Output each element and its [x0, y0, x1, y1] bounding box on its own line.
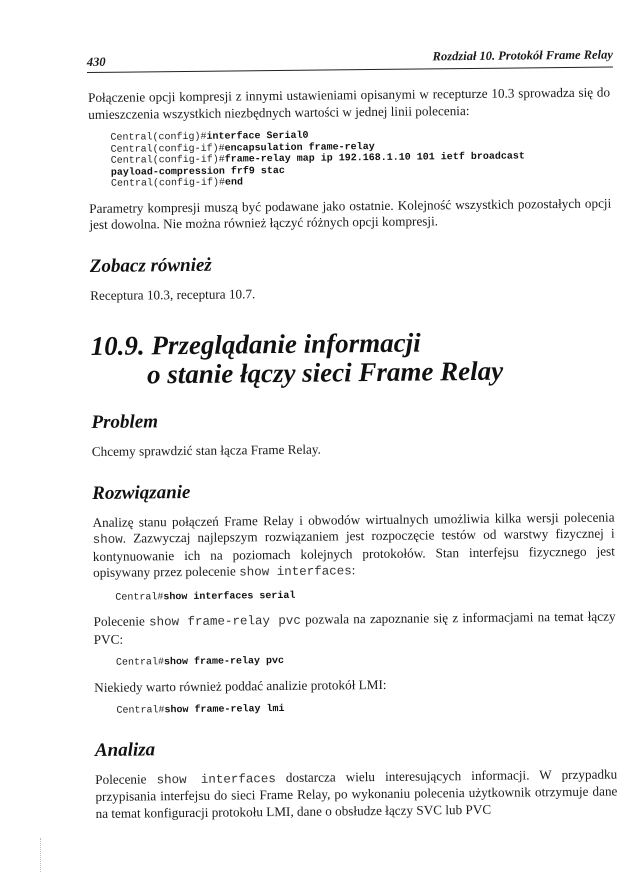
- show-pvc-code: Central#show frame-relay pvc: [115, 655, 285, 669]
- see-also-text: Receptura 10.3, receptura 10.7.: [90, 285, 256, 303]
- code-line: Central(config)#interface Serial0: [110, 130, 309, 144]
- recipe-number: 10.9.: [90, 330, 145, 361]
- page-number: 430: [86, 54, 106, 70]
- show-interfaces-code: Central#show interfaces serial: [115, 590, 296, 604]
- scan-margin-mark: [40, 838, 42, 872]
- code-line: Central(config-if)#end: [110, 177, 244, 190]
- solution-paragraph-1: Analizę stanu połączeń Frame Relay i obwodów wirtualnych umożliwia kilka wersji polecenia show. Zazwyczaj najlepszym rozwiązaniem jest rozpoczęcie testów od warstwy fizycznej i kontynuowanie ich na poziomach kolejnych protokołów. Stan interfejsu fizycznego jest opisywany przez polecenie show interfaces:: [92, 509, 615, 580]
- problem-text: Chcemy sprawdzić stan łącza Frame Relay.: [91, 441, 321, 459]
- running-head: Rozdział 10. Protokół Frame Relay: [432, 47, 613, 64]
- code-line: Central(config-if)#frame-relay map ip 192.168.1.10 101 ietf broadcast: [110, 151, 525, 167]
- recipe-title-line2: o stanie łączy sieci Frame Relay: [146, 355, 504, 390]
- solution-heading: Rozwiązanie: [92, 481, 191, 504]
- see-also-heading: Zobacz również: [89, 254, 212, 277]
- config-code-block: [88, 128, 611, 191]
- compression-note-paragraph: Parametry kompresji muszą być podawane jako ostatnie. Kolejność wszystkich pozostałych opcji jest dowolna. Nie można również łączyć różnych opcji kompresji.: [89, 195, 612, 232]
- page-content: [88, 85, 618, 822]
- code-line: payload-compression frf9 stac: [110, 165, 285, 179]
- recipe-title: [91, 327, 614, 390]
- solution-paragraph-3: Niekiedy warto również poddać analizie protokół LMI:: [94, 676, 387, 695]
- analysis-heading: Analiza: [94, 738, 156, 761]
- code-line: Central(config-if)#encapsulation frame-relay: [110, 141, 375, 156]
- intro-paragraph: Połączenie opcji kompresji z innymi ustawieniami opisanymi w recepturze 10.3 sprowadza się do umieszczenia wszystkich niezbędnych wartości w jednej linii polecenia:: [88, 84, 611, 122]
- analysis-paragraph: Polecenie show interfaces dostarcza wielu interesujących informacji. W przypadku przypisania interfejsu do sieci Frame Relay, po wykonaniu polecenia użytkownik otrzymuje dane na temat konfiguracji protokołu LMI, dane o obsłudze łączy SVC lub PVC: [95, 765, 618, 821]
- page-header: [87, 44, 613, 73]
- recipe-title-line1: Przeglądanie informacji: [151, 327, 421, 361]
- problem-heading: Problem: [91, 411, 159, 433]
- show-lmi-code: Central#show frame-relay lmi: [116, 703, 285, 717]
- solution-paragraph-2: Polecenie show frame-relay pvc pozwala na zapoznanie się z informacjami na temat łączy PVC:: [93, 608, 616, 647]
